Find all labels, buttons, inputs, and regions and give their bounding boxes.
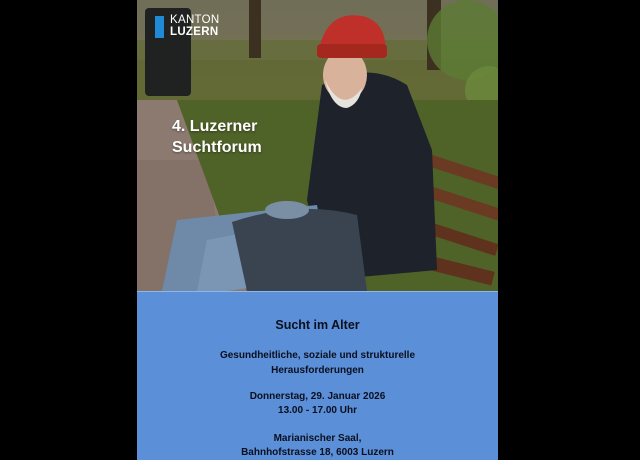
headline-line-2: Suchtforum <box>172 139 262 156</box>
event-subtitle <box>137 348 498 378</box>
event-flyer <box>137 0 498 460</box>
hero-photo <box>137 0 498 291</box>
event-time: 13.00 - 17.00 Uhr <box>278 405 357 416</box>
subtitle-line-2: Herausforderungen <box>271 365 364 376</box>
event-venue: Marianischer Saal, <box>273 433 362 444</box>
event-title: Sucht im Alter <box>275 318 360 332</box>
event-date: Donnerstag, 29. Januar 2026 <box>249 391 386 402</box>
kanton-luzern-logo <box>155 14 220 38</box>
headline-line-1: 4. Luzerner <box>172 118 258 135</box>
event-info-panel <box>137 291 498 460</box>
logo-mark <box>155 16 164 38</box>
subtitle-line-1: Gesundheitliche, soziale und strukturelle <box>219 350 416 361</box>
logo-line-2: LUZERN <box>170 26 219 38</box>
event-location <box>137 432 498 460</box>
event-address: Bahnhofstrasse 18, 6003 Luzern <box>241 447 394 458</box>
logo-line-1: KANTON <box>170 14 220 26</box>
event-datetime <box>137 390 498 418</box>
event-headline <box>172 116 262 158</box>
